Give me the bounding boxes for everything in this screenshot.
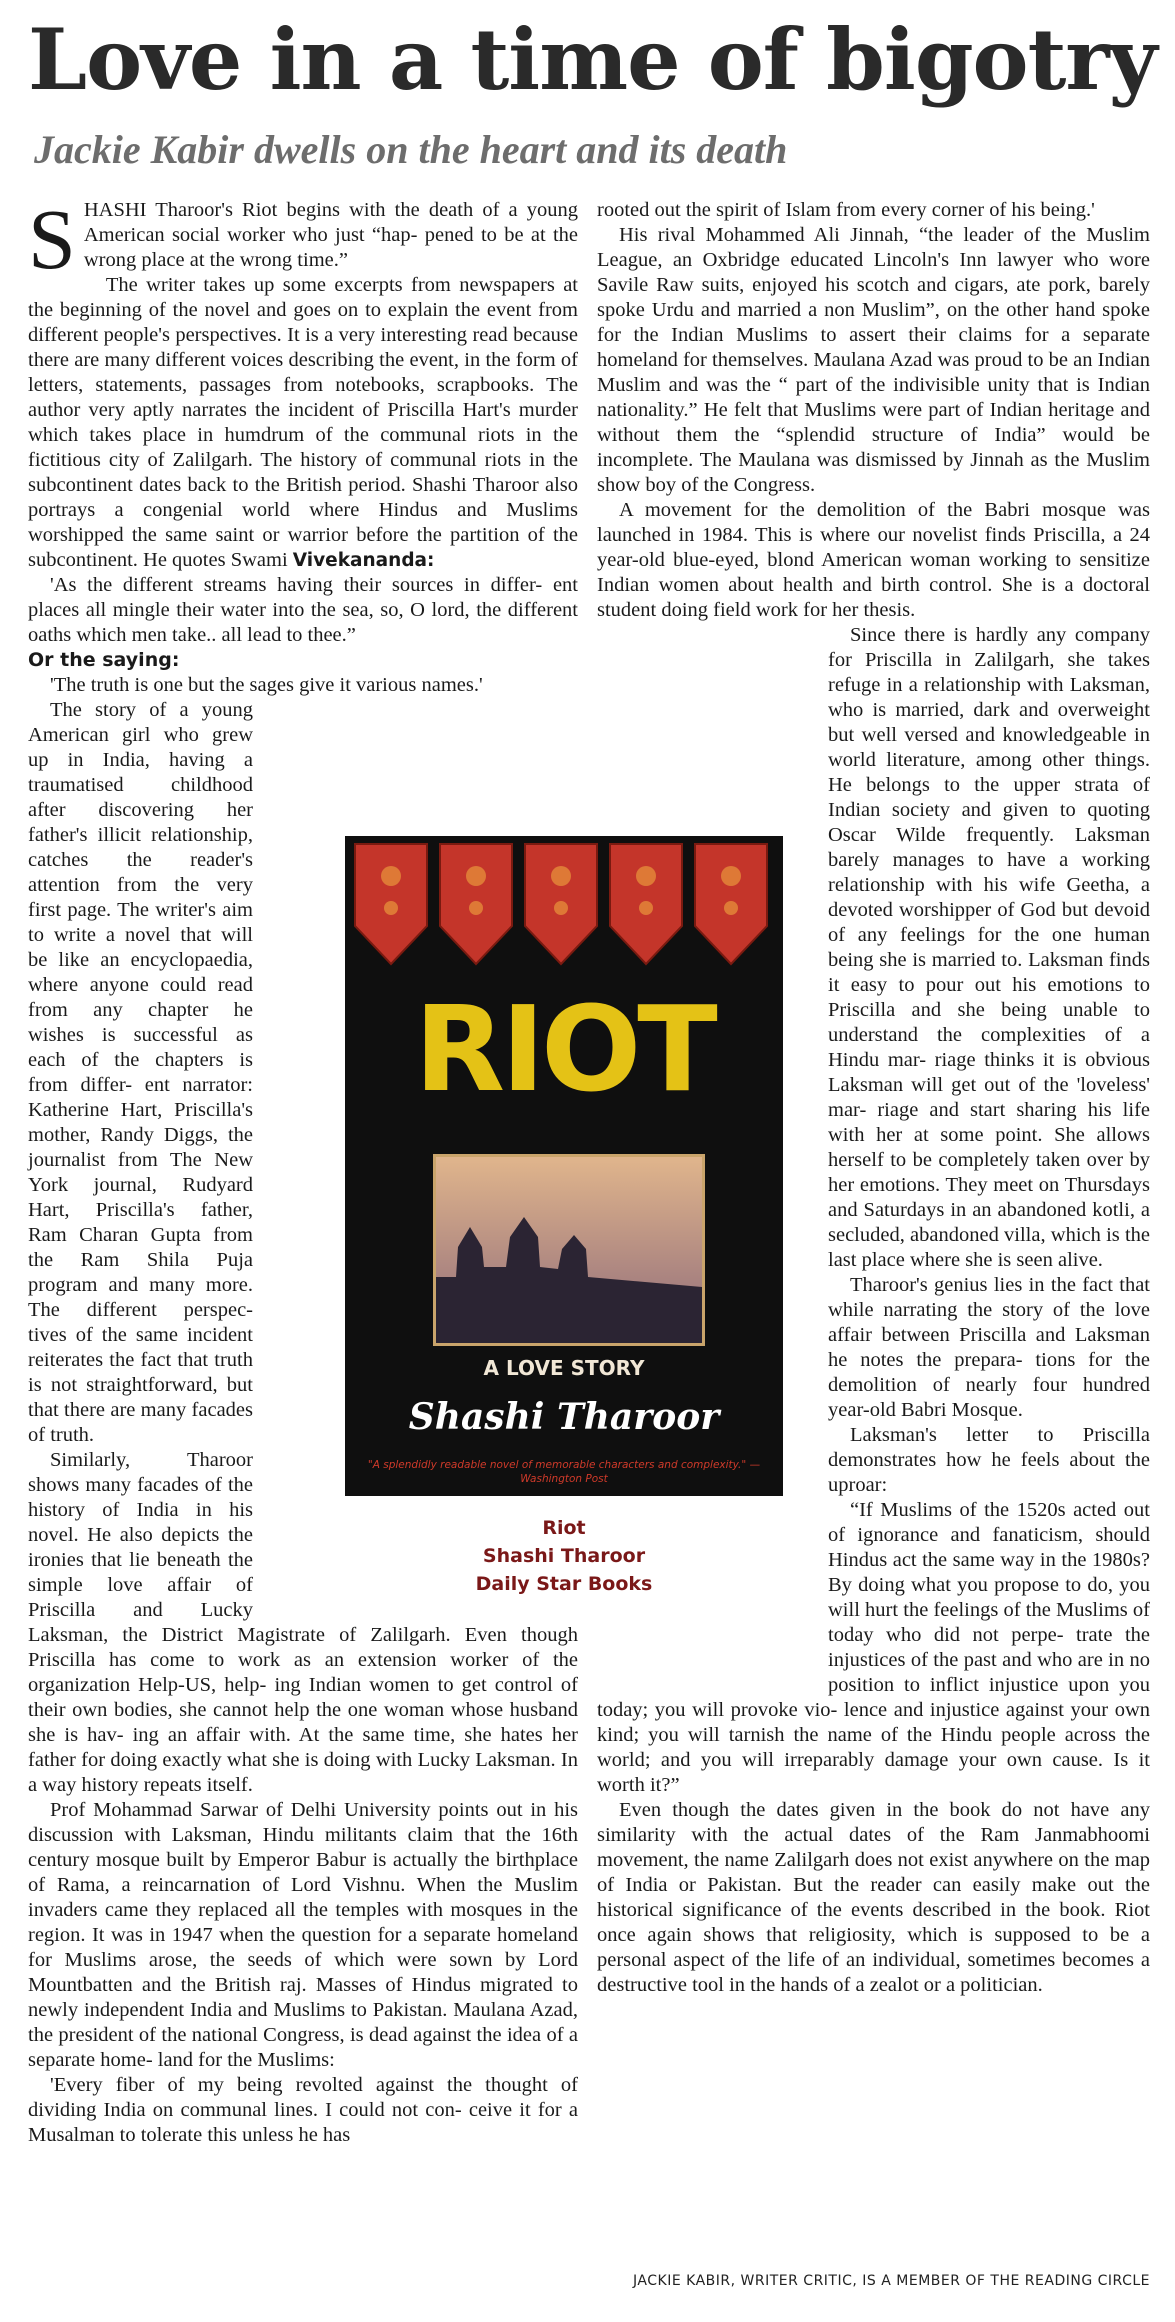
cover-author: Shashi Tharoor [408, 1396, 720, 1438]
paragraph-8: Since there is hardly any company for Priscilla in Zalilgarh, she takes refuge in a relationship with Laksman, who is married, dark and overweight but well versed and knowledgeable in world literature, among other things. He belongs to the upper strata of Indian society and given to quoting Oscar Wilde frequently. Laksman barely manages to have a working relationship with his wife Geetha, a devoted worshipper of God but devoid of any feelings for the one human being she is married to. Laksman finds it easy to pour out his emotions to Priscilla and she being unable to understand the complexities of a Hindu mar- riage thinks it is obvious Laksman will get out of the 'loveless' mar- riage and start sharing his life with her at some point. She allows herself to be completely taken over by her emotions. They meet on Thursdays and Saturdays in an abandoned kotli, a secluded, abandoned villa, which is the last place where she is seen alive. [828, 624, 1150, 1271]
cover-temple-illustration [436, 1157, 702, 1343]
paragraph-10: Laksman's letter to Priscilla demonstrates how he feels about the uproar: [828, 1424, 1150, 1496]
drop-cap: S [28, 191, 76, 287]
cover-subtitle: A LOVE STORY [483, 1356, 645, 1380]
paragraph-2 [28, 273, 578, 573]
paragraph-5: Prof Mohammad Sarwar of Delhi University points out in his discussion with Laksman, Hindu militants claim that the 16th century mosque built by Emperor Babur is actually the birthplace of Rama, a reincarnation of Lord Vishnu. When the Muslim invaders came they replaced all the temples with mosques in the region. It was in 1947 when the question for a separate homeland for Muslims arose, the seeds of which were sown by Lord Mountbatten and the British raj. Masses of Hindus migrated to newly independent India and Muslims to Pakistan. Maulana Azad, the president of the national Congress, is dead against the idea of a separate home- land for the Muslims: [28, 1799, 578, 2071]
subheadline: Jackie Kabir dwells on the heart and its death [34, 127, 788, 172]
cover-banners [345, 836, 783, 986]
paragraph-11: Even though the dates given in the book do not have any similarity with the actual dates of the Ram Janmabhoomi movement, the name Zalilgarh does not exist anywhere on the map of India or Pakistan. But the reader can easily make out the historical significance of the events described in the book. Riot once again shows that religiosity, which is supposed to be a personal aspect of the life of an individual, sometimes becomes a destructive tool in the hands of a zealot or a politician. [597, 1799, 1150, 1996]
paragraph-6: His rival Mohammed Ali Jinnah, “the leader of the Muslim League, an Oxbridge educated Lincoln's Inn lawyer who wore Savile Raw suits, enjoyed his scotch and cigars, ate pork, barely spoke Urdu and married a non Muslim”, on the other hand spoke for the Indian Muslims to assert their claims for a separate homeland for themselves. Maulana Azad was proud to be an Indian Muslim and was the “ part of the indivisible unity that is Indian nationality.” He felt that Muslims were part of Indian heritage and without them the “splendid structure of India” would be incomplete. The Maulana was dismissed by Jinnah as the Muslim show boy of the Congress. [597, 224, 1150, 496]
quote-laksman-letter: “If Muslims of the 1520s acted out of ignorance and fanaticism, should Hindus act the same way in the 1980s? By doing what you propose to do, you will hurt the feelings of the Muslims of today who did not perpe- trate the injustices of the past and who are in no position to inflict injustice upon you today; you will provoke vio- lence and injustice against your own kind; you will tarnish the name of the Hindu people across the world; and you will irreparably damage your own cause. Is it worth it?” [597, 1499, 1150, 1796]
paragraph-3: The story of a young American girl who grew up in India, having a traumatised childhood after discovering her father's illicit relationship, catches the reader's attention from the very first page. The writer's aim to write a novel that will be like an encyclopaedia, where anyone could read from any chapter he wishes is successful as each of the chapters is from differ- ent narrator: Katherine Hart, Priscilla's mother, Randy Diggs, the journalist from The New York journal, Rudyard Hart, Priscilla's father, Ram Charan Gupta from the Ram Shila Puja program and many more. The different perspec- tives of the same incident reiterates the fact that truth is not straightforward, but that there are many facades of truth. [28, 699, 253, 1446]
paragraph-7: A movement for the demolition of the Babri mosque was launched in 1984. This is where our novelist finds Priscilla, a 24 year-old blue-eyed, blond American woman working to sensitize Indian women about health and birth control. She is a doctoral student doing field work for her thesis. [597, 499, 1150, 621]
quote-azad-continued: rooted out the spirit of Islam from every corner of his being.' [597, 199, 1095, 221]
vivekananda-label: Vivekananda: [292, 550, 435, 571]
headline: Love in a time of bigotry [28, 10, 1157, 109]
quote-azad: 'Every fiber of my being revolted against the thought of dividing India on communal lines. I could not con- ceive it for a Musalman to tolerate this unless he has [28, 2074, 578, 2146]
book-cover-image [345, 836, 783, 1496]
cover-blurb: "A splendidly readable novel of memorable characters and complexity." —Washington Post [367, 1459, 761, 1485]
book-caption [345, 1514, 783, 1598]
cover-title: RIOT [414, 980, 714, 1118]
caption-author: Shashi Tharoor [482, 1545, 646, 1567]
cover-photo [433, 1154, 705, 1346]
caption-publisher: Daily Star Books [475, 1573, 653, 1595]
paragraph-9: Tharoor's genius lies in the fact that while narrating the story of the love affair between Priscilla and Laksman he notes the prepara- tions for the demolition of nearly four hundred year-old Babri Mosque. [828, 1274, 1150, 1421]
caption-title: Riot [542, 1517, 586, 1539]
quote-vivekananda: 'As the different streams having their sources in differ- ent places all mingle their water into the sea, so, O lord, the different oaths which men take.. all lead to thee.” [28, 574, 578, 646]
paragraph-4: Similarly, Tharoor shows many facades of the history of India in his novel. He also depicts the ironies that lie beneath the simple love affair of Priscilla and Lucky Laksman, the District Magistrate of Zalilgarh. Even though Priscilla has come to work as an extension worker of the organization Help-US, help- ing Indian women to get control of their own bodies, she cannot help the one woman whose husband she is hav- ing an affair with. At the same time, she hates her father for doing exactly what she is doing with Lucky Laksman. In a way history repeats itself. [28, 1449, 578, 1796]
paragraph-1 [28, 191, 578, 287]
saying-label: Or the saying: [28, 649, 180, 671]
quote-truth: 'The truth is one but the sages give it various names.' [50, 674, 483, 696]
author-footer: JACKIE KABIR, WRITER CRITIC, IS A MEMBER OF THE READING CIRCLE [633, 2273, 1150, 2289]
paragraph-2-text: The writer takes up some excerpts from newspapers at the beginning of the novel and goes on to explain the event from different people's perspectives. It is a very interesting read because there are many different voices describing the event, in the form of letters, statements, passages from notebooks, scrapbooks. The author very aptly narrates the incident of Priscilla Hart's murder which takes place in humdrum of the communal riots in the fictitious city of Zalilgarh. The history of communal riots in the subcontinent dates back to the British period. Shashi Tharoor also portrays a congenial world where Hindus and Muslims worshipped the same saint or warrior before the partition of the subcontinent. He quotes Swami [28, 274, 578, 571]
paragraph-1-text: HASHI Tharoor's Riot begins with the death of a young American social worker who just “hap- pened to be at the wrong place at the wrong time.” [83, 199, 578, 271]
